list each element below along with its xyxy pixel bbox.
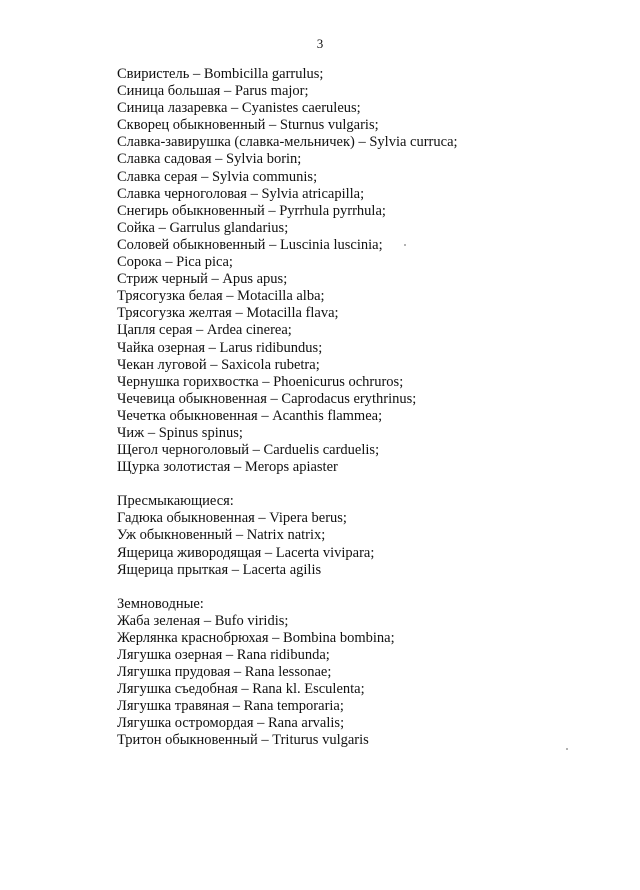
scan-speck	[566, 748, 568, 750]
species-entry: Чекан луговой – Saxicola rubetra;	[117, 356, 320, 373]
section-heading: Пресмыкающиеся:	[117, 493, 234, 510]
species-entry: Уж обыкновенный – Natrix natrix;	[117, 527, 326, 544]
species-entry: Лягушка травяная – Rana temporaria;	[117, 698, 344, 715]
species-entry: Славка-завирушка (славка-мельничек) – Sylvia curruca;	[117, 134, 458, 151]
amphibians-section	[117, 596, 617, 750]
species-entry: Жерлянка краснобрюхая – Bombina bombina;	[117, 629, 395, 646]
species-entry: Чайка озерная – Larus ridibundus;	[117, 339, 323, 356]
species-entry: Чиж – Spinus spinus;	[117, 424, 243, 441]
page-number: 3	[316, 36, 324, 51]
species-entry: Жаба зеленая – Bufo viridis;	[117, 612, 289, 629]
species-entry: Сойка – Garrulus glandarius;	[117, 219, 289, 236]
species-entry: Чечевица обыкновенная – Caprodacus erythrinus;	[117, 390, 417, 407]
document-body	[117, 66, 617, 750]
species-entry: Славка садовая – Sylvia borin;	[117, 151, 302, 168]
species-entry: Тритон обыкновенный – Triturus vulgaris	[117, 732, 369, 749]
species-entry: Ящерица прыткая – Lacerta agilis	[117, 561, 322, 578]
species-entry: Свиристель – Bombicilla garrulus;	[117, 66, 324, 82]
species-entry: Цапля серая – Ardea cinerea;	[117, 322, 292, 339]
species-entry: Синица большая – Parus major;	[117, 83, 309, 100]
species-entry: Трясогузка белая – Motacilla alba;	[117, 288, 325, 305]
section-heading: Земноводные:	[117, 595, 204, 612]
reptiles-section	[117, 493, 617, 578]
species-entry: Славка черноголовая – Sylvia atricapilla;	[117, 185, 365, 202]
species-entry: Трясогузка желтая – Motacilla flava;	[117, 305, 339, 322]
species-entry: Чечетка обыкновенная – Acanthis flammea;	[117, 407, 383, 424]
scan-speck	[404, 244, 406, 246]
species-entry: Славка серая – Sylvia communis;	[117, 168, 318, 185]
species-entry: Щегол черноголовый – Carduelis carduelis;	[117, 442, 380, 459]
species-entry: Лягушка съедобная – Rana kl. Esculenta;	[117, 681, 365, 698]
species-entry: Чернушка горихвостка – Phoenicurus ochruros;	[117, 373, 404, 390]
species-entry: Снегирь обыкновенный – Pyrrhula pyrrhula;	[117, 202, 386, 219]
species-entry: Скворец обыкновенный – Sturnus vulgaris;	[117, 117, 379, 134]
species-entry: Лягушка остромордая – Rana arvalis;	[117, 715, 345, 732]
species-entry: Соловей обыкновенный – Luscinia luscinia;	[117, 236, 383, 253]
species-entry: Сорока – Pica pica;	[117, 254, 233, 271]
species-entry: Щурка золотистая – Merops apiaster	[117, 459, 338, 476]
birds-section	[117, 66, 617, 476]
species-entry: Ящерица живородящая – Lacerta vivipara;	[117, 544, 375, 561]
species-entry: Гадюка обыкновенная – Vipera berus;	[117, 510, 347, 527]
species-entry: Стриж черный – Apus apus;	[117, 271, 288, 288]
species-entry: Синица лазаревка – Cyanistes caeruleus;	[117, 100, 361, 117]
species-entry: Лягушка озерная – Rana ridibunda;	[117, 647, 330, 663]
species-entry: Лягушка прудовая – Rana lessonae;	[117, 664, 332, 681]
